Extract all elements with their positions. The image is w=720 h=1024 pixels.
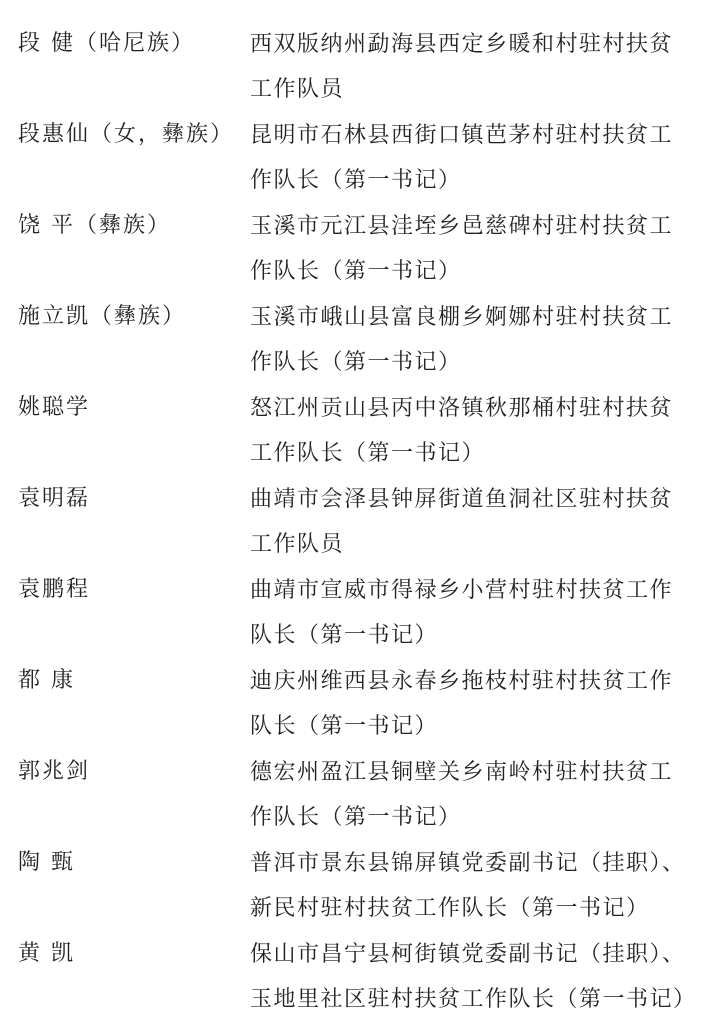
role-line-2: 队长（第一书记） [250,623,439,648]
person-name: 袁鹏程 [18,577,91,602]
role-line-2: 新民村驻村扶贫工作队长（第一书记） [250,896,650,921]
role-line-1: 曲靖市会泽县钟屏街道鱼洞社区驻村扶贫 [250,487,674,512]
list-item [0,827,720,921]
person-name: 都 康 [18,668,75,693]
list-item [0,645,720,739]
person-name: 陶 甄 [18,850,75,875]
list-item [0,372,720,466]
document-body [0,8,720,1012]
person-name: 施立凯（彝族） [18,304,187,329]
list-item [0,281,720,375]
person-name: 饶 平（彝族） [18,213,171,238]
role-line-1: 玉溪市元江县洼垤乡邑慈碑村驻村扶贫工 [250,214,674,239]
person-name: 段惠仙（女，彝族） [18,122,235,147]
role-line-1: 普洱市景东县锦屏镇党委副书记（挂职）、 [250,851,686,876]
role-line-2: 工作队长（第一书记） [250,441,486,466]
person-name: 黄 凯 [18,941,75,966]
role-line-1: 西双版纳州勐海县西定乡暖和村驻村扶贫 [250,32,674,57]
list-item [0,99,720,193]
person-name: 袁明磊 [18,486,91,511]
list-item [0,918,720,1012]
role-line-1: 德宏州盈江县铜壁关乡南岭村驻村扶贫工 [250,760,674,785]
role-line-2: 作队长（第一书记） [250,259,462,284]
role-line-1: 昆明市石林县西街口镇芭茅村驻村扶贫工 [250,123,674,148]
list-item [0,190,720,284]
list-item [0,8,720,102]
role-line-1: 玉溪市峨山县富良棚乡婀娜村驻村扶贫工 [250,305,674,330]
role-line-2: 工作队员 [250,77,345,102]
role-line-2: 作队长（第一书记） [250,168,462,193]
role-line-2: 作队长（第一书记） [250,350,462,375]
person-name: 郭兆剑 [18,759,91,784]
role-line-2: 玉地里社区驻村扶贫工作队长（第一书记） [250,987,697,1012]
role-line-1: 迪庆州维西县永春乡拖枝村驻村扶贫工作 [250,669,674,694]
role-line-1: 怒江州贡山县丙中洛镇秋那桶村驻村扶贫 [250,396,674,421]
role-line-1: 保山市昌宁县柯街镇党委副书记（挂职）、 [250,942,686,967]
person-role [250,932,702,1022]
list-item [0,463,720,557]
role-line-2: 工作队员 [250,532,345,557]
list-item [0,736,720,830]
role-line-1: 曲靖市宣威市得禄乡小营村驻村扶贫工作 [250,578,674,603]
person-name: 段 健（哈尼族） [18,31,195,56]
role-line-2: 队长（第一书记） [250,714,439,739]
person-name: 姚聪学 [18,395,91,420]
list-item [0,554,720,648]
role-line-2: 作队长（第一书记） [250,805,462,830]
